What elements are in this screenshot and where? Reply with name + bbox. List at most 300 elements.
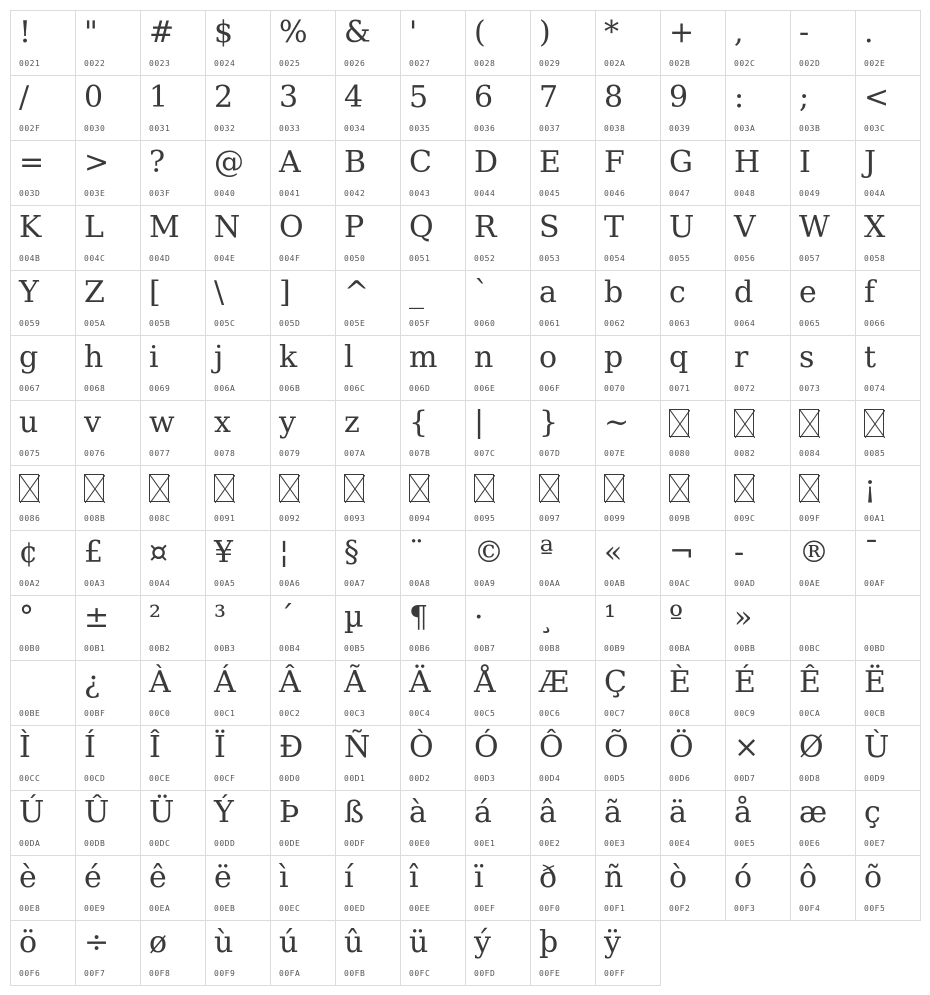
- glyph-cell: [725, 465, 791, 531]
- glyph-sample: ?: [149, 145, 166, 180]
- glyph-sample: ø: [149, 925, 168, 960]
- glyph-code-label: 0055: [669, 254, 691, 263]
- glyph-cell: [140, 270, 206, 336]
- glyph-cell: [595, 530, 661, 596]
- glyph-sample: ¸: [539, 600, 554, 635]
- glyph-code-label: 00DC: [149, 839, 171, 848]
- glyph-code-label: 0047: [669, 189, 691, 198]
- glyph-cell: [270, 140, 336, 206]
- glyph-code-label: 00FB: [344, 969, 366, 978]
- missing-glyph-box-icon: [734, 409, 754, 437]
- glyph-sample: D: [474, 145, 499, 180]
- glyph-cell: [465, 790, 531, 856]
- glyph-cell: [75, 465, 141, 531]
- glyph-sample: Ã: [344, 665, 366, 700]
- glyph-sample: Ú: [19, 795, 45, 830]
- glyph-code-label: 00EC: [279, 904, 301, 913]
- glyph-sample: ÿ: [604, 925, 621, 960]
- glyph-code-label: 0066: [864, 319, 886, 328]
- glyph-cell: [335, 140, 401, 206]
- glyph-sample: £: [84, 535, 104, 570]
- glyph-sample: T: [604, 210, 625, 245]
- glyph-code-label: 0048: [734, 189, 756, 198]
- glyph-cell: [595, 790, 661, 856]
- glyph-cell: [140, 725, 206, 791]
- glyph-sample: ¢: [19, 535, 39, 570]
- glyph-code-label: 0036: [474, 124, 496, 133]
- glyph-sample: V: [734, 210, 756, 245]
- glyph-cell: [660, 205, 726, 271]
- glyph-sample: û: [344, 925, 364, 960]
- glyph-cell: [855, 465, 921, 531]
- glyph-sample: Ù: [864, 730, 890, 765]
- glyph-code-label: 00E5: [734, 839, 756, 848]
- glyph-code-label: 00B8: [539, 644, 561, 653]
- glyph-code-label: 00EE: [409, 904, 431, 913]
- glyph-grid: [10, 10, 920, 985]
- glyph-sample: @: [214, 145, 244, 180]
- glyph-cell: [205, 530, 271, 596]
- missing-glyph-box-icon: [344, 474, 364, 502]
- glyph-code-label: 009B: [669, 514, 691, 523]
- glyph-sample: ö: [19, 925, 38, 960]
- glyph-cell: [205, 725, 271, 791]
- glyph-cell: [595, 400, 661, 466]
- glyph-cell: [465, 595, 531, 661]
- glyph-cell: [205, 10, 271, 76]
- glyph-code-label: 00FE: [539, 969, 561, 978]
- glyph-code-label: 0029: [539, 59, 561, 68]
- glyph-code-label: 008C: [149, 514, 171, 523]
- glyph-code-label: 0051: [409, 254, 431, 263]
- glyph-cell: [660, 595, 726, 661]
- glyph-sample: A: [279, 145, 301, 180]
- glyph-cell: [270, 790, 336, 856]
- glyph-sample: 5: [409, 80, 429, 115]
- glyph-code-label: 00DB: [84, 839, 106, 848]
- glyph-cell: [205, 920, 271, 986]
- glyph-code-label: 0057: [799, 254, 821, 263]
- glyph-code-label: 0035: [409, 124, 431, 133]
- glyph-cell: [660, 855, 726, 921]
- glyph-sample: Ò: [409, 730, 434, 765]
- glyph-cell: [465, 465, 531, 531]
- glyph-cell: [400, 660, 466, 726]
- glyph-code-label: 00A8: [409, 579, 431, 588]
- glyph-code-label: 004A: [864, 189, 886, 198]
- glyph-code-label: 00A7: [344, 579, 366, 588]
- missing-glyph-box-icon: [734, 474, 754, 502]
- glyph-sample: ú: [279, 925, 299, 960]
- glyph-sample: Ç: [604, 665, 627, 700]
- glyph-sample: 8: [604, 80, 624, 115]
- glyph-code-label: 0097: [539, 514, 561, 523]
- glyph-cell: [270, 335, 336, 401]
- glyph-code-label: 005B: [149, 319, 171, 328]
- glyph-sample: ^: [344, 275, 370, 310]
- glyph-code-label: 00C8: [669, 709, 691, 718]
- glyph-sample: B: [344, 145, 367, 180]
- glyph-sample: ¨: [409, 535, 424, 570]
- glyph-code-label: 00D3: [474, 774, 496, 783]
- glyph-code-label: 00C4: [409, 709, 431, 718]
- glyph-cell: [465, 10, 531, 76]
- glyph-code-label: 0021: [19, 59, 41, 68]
- glyph-code-label: 00B1: [84, 644, 106, 653]
- glyph-cell: [270, 270, 336, 336]
- glyph-sample: í: [344, 860, 354, 895]
- glyph-sample: n: [474, 340, 494, 375]
- glyph-sample: à: [409, 795, 427, 830]
- glyph-code-label: 00F8: [149, 969, 171, 978]
- glyph-code-label: 0078: [214, 449, 236, 458]
- glyph-code-label: 00C2: [279, 709, 301, 718]
- glyph-cell: [790, 335, 856, 401]
- glyph-sample: O: [279, 210, 304, 245]
- glyph-cell: [465, 530, 531, 596]
- glyph-sample: ÷: [84, 925, 110, 960]
- glyph-sample: Ï: [214, 730, 226, 765]
- glyph-sample: ¡: [864, 470, 877, 505]
- glyph-cell: [75, 530, 141, 596]
- glyph-code-label: 004B: [19, 254, 41, 263]
- glyph-code-label: 0060: [474, 319, 496, 328]
- glyph-sample: ¥: [214, 535, 234, 570]
- glyph-sample: c: [669, 275, 686, 310]
- glyph-sample: Í: [84, 730, 96, 765]
- glyph-cell: [205, 465, 271, 531]
- glyph-sample: ò: [669, 860, 688, 895]
- glyph-cell: [270, 400, 336, 466]
- glyph-cell: [465, 855, 531, 921]
- glyph-cell: [530, 335, 596, 401]
- glyph-sample: I: [799, 145, 811, 180]
- glyph-cell: [855, 530, 921, 596]
- glyph-code-label: 0099: [604, 514, 626, 523]
- missing-glyph-box-icon: [84, 474, 104, 502]
- glyph-sample: w: [149, 405, 175, 440]
- glyph-sample: /: [19, 80, 30, 115]
- glyph-sample: x: [214, 405, 231, 440]
- glyph-cell: [725, 790, 791, 856]
- glyph-code-label: 0077: [149, 449, 171, 458]
- glyph-cell: [595, 855, 661, 921]
- glyph-sample: µ: [344, 600, 364, 635]
- glyph-cell: [75, 270, 141, 336]
- glyph-code-label: 004D: [149, 254, 171, 263]
- glyph-cell: [270, 75, 336, 141]
- glyph-cell: [10, 790, 76, 856]
- glyph-cell: [335, 920, 401, 986]
- glyph-sample: U: [669, 210, 695, 245]
- glyph-cell: [400, 725, 466, 791]
- glyph-code-label: 00BE: [19, 709, 41, 718]
- glyph-sample: Q: [409, 210, 434, 245]
- glyph-sample: f: [864, 275, 876, 310]
- glyph-cell: [725, 530, 791, 596]
- glyph-cell: [530, 920, 596, 986]
- glyph-cell: [855, 205, 921, 271]
- glyph-cell: [75, 400, 141, 466]
- glyph-code-label: 004F: [279, 254, 301, 263]
- glyph-sample: k: [279, 340, 298, 375]
- glyph-code-label: 009F: [799, 514, 821, 523]
- glyph-cell: [725, 660, 791, 726]
- glyph-cell: [725, 75, 791, 141]
- glyph-sample: ¯: [864, 535, 879, 570]
- glyph-cell: [335, 855, 401, 921]
- glyph-sample: Ì: [19, 730, 31, 765]
- glyph-cell: [465, 75, 531, 141]
- glyph-code-label: 00A4: [149, 579, 171, 588]
- glyph-code-label: 00D4: [539, 774, 561, 783]
- glyph-code-label: 004C: [84, 254, 106, 263]
- missing-glyph-box-icon: [864, 409, 884, 437]
- glyph-code-label: 0061: [539, 319, 561, 328]
- glyph-code-label: 0030: [84, 124, 106, 133]
- glyph-code-label: 00C5: [474, 709, 496, 718]
- glyph-code-label: 0027: [409, 59, 431, 68]
- glyph-sample: ñ: [604, 860, 624, 895]
- glyph-cell: [335, 75, 401, 141]
- glyph-sample: ç: [864, 795, 881, 830]
- glyph-code-label: 00D5: [604, 774, 626, 783]
- glyph-sample: ': [409, 15, 418, 50]
- glyph-code-label: 00EF: [474, 904, 496, 913]
- glyph-code-label: 0043: [409, 189, 431, 198]
- glyph-cell: [595, 75, 661, 141]
- glyph-sample: ´: [279, 600, 294, 635]
- glyph-cell: [595, 270, 661, 336]
- glyph-code-label: 00ED: [344, 904, 366, 913]
- glyph-sample: ë: [214, 860, 232, 895]
- glyph-code-label: 0092: [279, 514, 301, 523]
- glyph-cell: [530, 75, 596, 141]
- glyph-sample: æ: [799, 795, 828, 830]
- glyph-cell: [725, 595, 791, 661]
- glyph-code-label: 0075: [19, 449, 41, 458]
- glyph-code-label: 002A: [604, 59, 626, 68]
- glyph-sample: Û: [84, 795, 110, 830]
- glyph-cell: [400, 140, 466, 206]
- glyph-code-label: 0032: [214, 124, 236, 133]
- glyph-cell: [855, 725, 921, 791]
- glyph-code-label: 00BD: [864, 644, 886, 653]
- glyph-code-label: 00E3: [604, 839, 626, 848]
- glyph-cell: [335, 335, 401, 401]
- glyph-code-label: 00F7: [84, 969, 106, 978]
- glyph-code-label: 00E1: [474, 839, 496, 848]
- glyph-cell: [855, 335, 921, 401]
- glyph-cell: [790, 140, 856, 206]
- glyph-sample: m: [409, 340, 438, 375]
- glyph-sample: ª: [539, 535, 554, 570]
- glyph-sample: a: [539, 275, 557, 310]
- glyph-code-label: 0076: [84, 449, 106, 458]
- glyph-code-label: 00B7: [474, 644, 496, 653]
- glyph-sample: ®: [799, 535, 829, 570]
- glyph-code-label: 00C0: [149, 709, 171, 718]
- glyph-sample: Ê: [799, 665, 821, 700]
- glyph-cell: [465, 660, 531, 726]
- glyph-code-label: 00E6: [799, 839, 821, 848]
- glyph-sample: Y: [19, 275, 39, 310]
- glyph-cell: [10, 140, 76, 206]
- glyph-cell: [400, 920, 466, 986]
- glyph-cell: [335, 595, 401, 661]
- glyph-sample: C: [409, 145, 432, 180]
- glyph-cell: [335, 725, 401, 791]
- glyph-cell: [530, 400, 596, 466]
- glyph-code-label: 003E: [84, 189, 106, 198]
- glyph-cell: [10, 400, 76, 466]
- glyph-code-label: 00C1: [214, 709, 236, 718]
- glyph-sample: ¤: [149, 535, 169, 570]
- glyph-sample: ¿: [84, 665, 101, 700]
- glyph-code-label: 005F: [409, 319, 431, 328]
- glyph-cell: [400, 270, 466, 336]
- glyph-sample: ¹: [604, 600, 617, 635]
- glyph-cell: [205, 140, 271, 206]
- glyph-code-label: 00F5: [864, 904, 886, 913]
- glyph-sample: b: [604, 275, 624, 310]
- glyph-sample: *: [604, 15, 619, 50]
- glyph-code-label: 0084: [799, 449, 821, 458]
- glyph-sample: 2: [214, 80, 234, 115]
- glyph-code-label: 00E4: [669, 839, 691, 848]
- glyph-cell: [790, 75, 856, 141]
- glyph-cell: [335, 660, 401, 726]
- missing-glyph-box-icon: [214, 474, 234, 502]
- glyph-cell: [790, 465, 856, 531]
- glyph-code-label: 00B9: [604, 644, 626, 653]
- glyph-code-label: 00E7: [864, 839, 886, 848]
- glyph-code-label: 007D: [539, 449, 561, 458]
- glyph-sample: L: [84, 210, 104, 245]
- glyph-cell: [855, 790, 921, 856]
- glyph-code-label: 00D0: [279, 774, 301, 783]
- glyph-code-label: 0046: [604, 189, 626, 198]
- glyph-code-label: 00C3: [344, 709, 366, 718]
- glyph-cell: [10, 920, 76, 986]
- glyph-cell: [855, 400, 921, 466]
- glyph-code-label: 0044: [474, 189, 496, 198]
- glyph-code-label: 006E: [474, 384, 496, 393]
- glyph-code-label: 00B0: [19, 644, 41, 653]
- glyph-cell: [530, 140, 596, 206]
- glyph-cell: [725, 855, 791, 921]
- glyph-code-label: 0094: [409, 514, 431, 523]
- glyph-code-label: 0074: [864, 384, 886, 393]
- glyph-sample: ]: [279, 275, 291, 310]
- glyph-cell: [10, 595, 76, 661]
- glyph-cell: [75, 920, 141, 986]
- glyph-code-label: 006D: [409, 384, 431, 393]
- glyph-cell: [10, 855, 76, 921]
- glyph-cell: [465, 205, 531, 271]
- glyph-sample: Ä: [409, 665, 431, 700]
- glyph-cell: [140, 595, 206, 661]
- glyph-sample: t: [864, 340, 877, 375]
- glyph-sample: _: [409, 275, 424, 310]
- glyph-cell: [595, 335, 661, 401]
- glyph-sample: Ñ: [344, 730, 371, 765]
- glyph-sample: S: [539, 210, 560, 245]
- glyph-code-label: 0071: [669, 384, 691, 393]
- glyph-code-label: 00CD: [84, 774, 106, 783]
- glyph-code-label: 00D8: [799, 774, 821, 783]
- glyph-sample: -: [799, 15, 810, 50]
- glyph-cell: [140, 790, 206, 856]
- glyph-cell: [790, 660, 856, 726]
- glyph-cell: [530, 595, 596, 661]
- glyph-sample: 9: [669, 80, 689, 115]
- glyph-cell: [855, 75, 921, 141]
- missing-glyph-box-icon: [149, 474, 169, 502]
- glyph-code-label: 00BC: [799, 644, 821, 653]
- glyph-sample: ã: [604, 795, 622, 830]
- glyph-code-label: 0023: [149, 59, 171, 68]
- glyph-sample: §: [344, 535, 359, 570]
- glyph-sample: ô: [799, 860, 818, 895]
- glyph-sample: å: [734, 795, 752, 830]
- glyph-sample: â: [539, 795, 557, 830]
- glyph-sample: ;: [799, 80, 810, 115]
- glyph-cell: [530, 530, 596, 596]
- glyph-code-label: 0045: [539, 189, 561, 198]
- glyph-sample: Ó: [474, 730, 499, 765]
- glyph-code-label: 0072: [734, 384, 756, 393]
- glyph-sample: þ: [539, 925, 559, 960]
- glyph-code-label: 0069: [149, 384, 171, 393]
- glyph-sample: 7: [539, 80, 559, 115]
- glyph-cell: [205, 205, 271, 271]
- glyph-sample: W: [799, 210, 830, 245]
- glyph-code-label: 00AA: [539, 579, 561, 588]
- glyph-code-label: 00F4: [799, 904, 821, 913]
- glyph-code-label: 00FD: [474, 969, 496, 978]
- glyph-cell: [270, 660, 336, 726]
- glyph-sample: .: [864, 15, 874, 50]
- glyph-code-label: 0095: [474, 514, 496, 523]
- glyph-cell: [595, 725, 661, 791]
- glyph-code-label: 0073: [799, 384, 821, 393]
- glyph-sample: X: [864, 210, 886, 245]
- glyph-sample: |: [474, 405, 485, 440]
- glyph-cell: [10, 465, 76, 531]
- glyph-code-label: 00AE: [799, 579, 821, 588]
- glyph-cell: [855, 10, 921, 76]
- glyph-code-label: 00FC: [409, 969, 431, 978]
- glyph-cell: [75, 660, 141, 726]
- glyph-sample: (: [474, 15, 486, 50]
- glyph-code-label: 002B: [669, 59, 691, 68]
- glyph-sample: v: [84, 405, 101, 440]
- glyph-sample: Á: [214, 665, 236, 700]
- glyph-cell: [725, 725, 791, 791]
- glyph-cell: [335, 270, 401, 336]
- glyph-code-label: 0086: [19, 514, 41, 523]
- missing-glyph-box-icon: [799, 474, 819, 502]
- glyph-code-label: 0034: [344, 124, 366, 133]
- glyph-sample: 4: [344, 80, 364, 115]
- glyph-cell: [465, 140, 531, 206]
- glyph-code-label: 003B: [799, 124, 821, 133]
- glyph-code-label: 0062: [604, 319, 626, 328]
- glyph-code-label: 0041: [279, 189, 301, 198]
- glyph-cell: [660, 75, 726, 141]
- glyph-sample: 3: [279, 80, 299, 115]
